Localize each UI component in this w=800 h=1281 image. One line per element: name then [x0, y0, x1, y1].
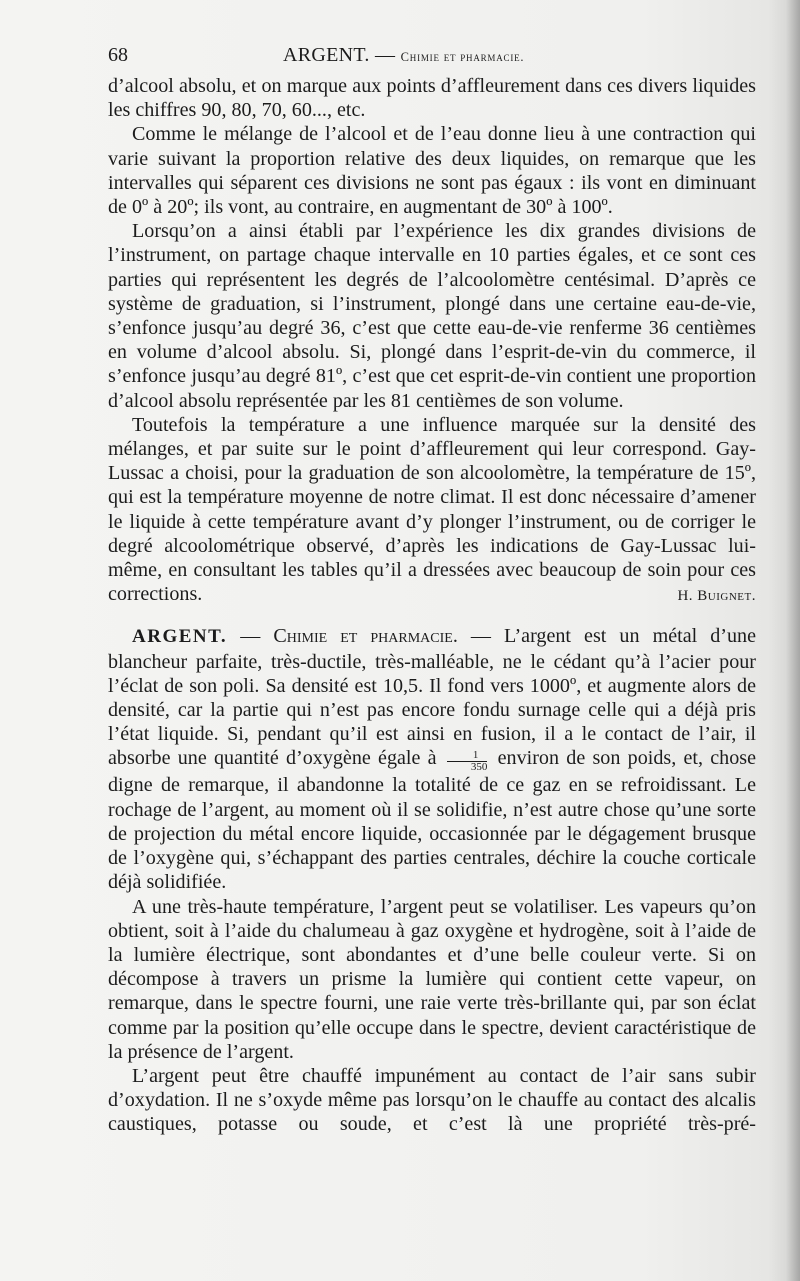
page-edge-shadow [786, 0, 800, 1281]
entry-heading: — Chimie et pharmacie. — [227, 625, 505, 648]
running-head-dash: — [369, 44, 401, 66]
paragraph-volatilisation: A une très-haute température, l’argent peut se volatiliser. Les vapeurs qu’on obtient, soit à l’aide du chalumeau à gaz oxygène et hydrogène, soit à l’aide de la lumière électrique, sont abondantes et d’une belle couleur verte. Si on décompose à travers un prisme la lumière qui contient cette vapeur, on remarque, dans le spectre fourni, une raie verte très-brillante qui, par son éclat comme par la position qu’elle occupe dans le spectre, devient caractéristique de la présence de l’argent. [108, 895, 756, 1063]
entry-text-1: L’argent est un métal d’une blancheur parfaite, très-ductile, très-malléable, ne le cédant qu’à l’acier pour l’éclat de son poli. Sa densité est 10,5. Il fond vers 1000º, et augmente alors de densité, car la partie qui n’est pas encore fondu surnage celle qui a déjà pris l’état liquide. Si, pendant qu’il est ainsi en fusion, il a le contact de l’air, il absorbe une quantité d’oxygène égale à [108, 625, 757, 770]
fraction-one-350 [447, 750, 488, 773]
paragraph-contraction: Comme le mélange de l’alcool et de l’eau donne lieu à une contraction qui varie suivant la proportion relative des deux liquides, on remarque que les intervalles qui séparent ces divisions ne sont pas égaux : ils vont en diminuant de 0º à 20º; ils vont, au contraire, en augmentant de 30º à 100º. [108, 123, 756, 219]
paragraph-temperature [108, 413, 756, 607]
page-body [108, 74, 756, 1137]
page-number: 68 [108, 44, 128, 66]
running-head-section: Chimie et pharmacie. [400, 50, 525, 64]
fraction-denominator: 350 [470, 761, 488, 774]
entry-keyword: ARGENT. [132, 626, 228, 648]
author-signature-text: H. Buignet. [677, 588, 756, 605]
paragraph-continuation: d’alcool absolu, et on marque aux points d’affleurement dans ces divers liquides les chiffres 90, 80, 70, 60..., etc. [108, 75, 756, 122]
running-header [108, 42, 758, 70]
fraction-numerator: 1 [447, 750, 488, 762]
running-head-title: ARGENT. [283, 44, 370, 66]
author-signature [653, 582, 756, 608]
paragraph-graduation: Lorsqu’on a ainsi établi par l’expérience les dix grandes divisions de l’instrument, on partage chaque intervalle en 10 parties égales, et ce sont ces parties qui représentent les degrés de l’alcoolomètre centésimal. D’après ce système de graduation, si l’instrument, plongé dans une certaine eau-de-vie, s’enfonce jusqu’au degré 36, c’est que cette eau-de-vie renferme 36 centièmes en volume d’alcool absolu. Si, plongé dans l’esprit-de-vin du commerce, il s’enfonce jusqu’au degré 81º, c’est que cet esprit-de-vin contient une proportion d’alcool absolu représentée par les 81 centièmes de son volume. [108, 220, 756, 412]
paragraph-argent-entry [108, 624, 756, 894]
entry-text-2: environ de son poids, et, chose digne de remarque, il abandonne la totalité de ce gaz en se refroidissant. Le rochage de l’argent, au moment où il se solidifie, n’est autre chose qu’une sorte de projection du métal encore liquide, occasionnée par le dégagement brusque de l’oxygène qui, s’échappant des parties centrales, déchire la couche corticale déjà solidifiée. [108, 747, 757, 894]
section-gap [108, 606, 756, 624]
paragraph-oxydation: L’argent peut être chauffé impunément au contact de l’air sans subir d’oxydation. Il ne s’oxyde même pas lorsqu’on le chauffe au contact des alcalis caustiques, potasse ou soude, et c’est là une propriété très-pré- [108, 1064, 756, 1136]
running-head [283, 44, 524, 67]
paragraph-temperature-text: Toutefois la température a une influence marquée sur la densité des mélanges, et par suite sur le point d’affleurement qui leur correspond. Gay-Lussac a choisi, pour la graduation de son alcoolomètre, la température de 15º, qui est la température moyenne de notre climat. Il est donc nécessaire d’amener le liquide à cette température avant d’y plonger l’instrument, ou de corriger le degré alcoolométrique observé, d’après les indications de Gay-Lussac lui-même, en consultant les tables qu’il a dressées avec beaucoup de soin pour ces corrections. [108, 413, 756, 606]
